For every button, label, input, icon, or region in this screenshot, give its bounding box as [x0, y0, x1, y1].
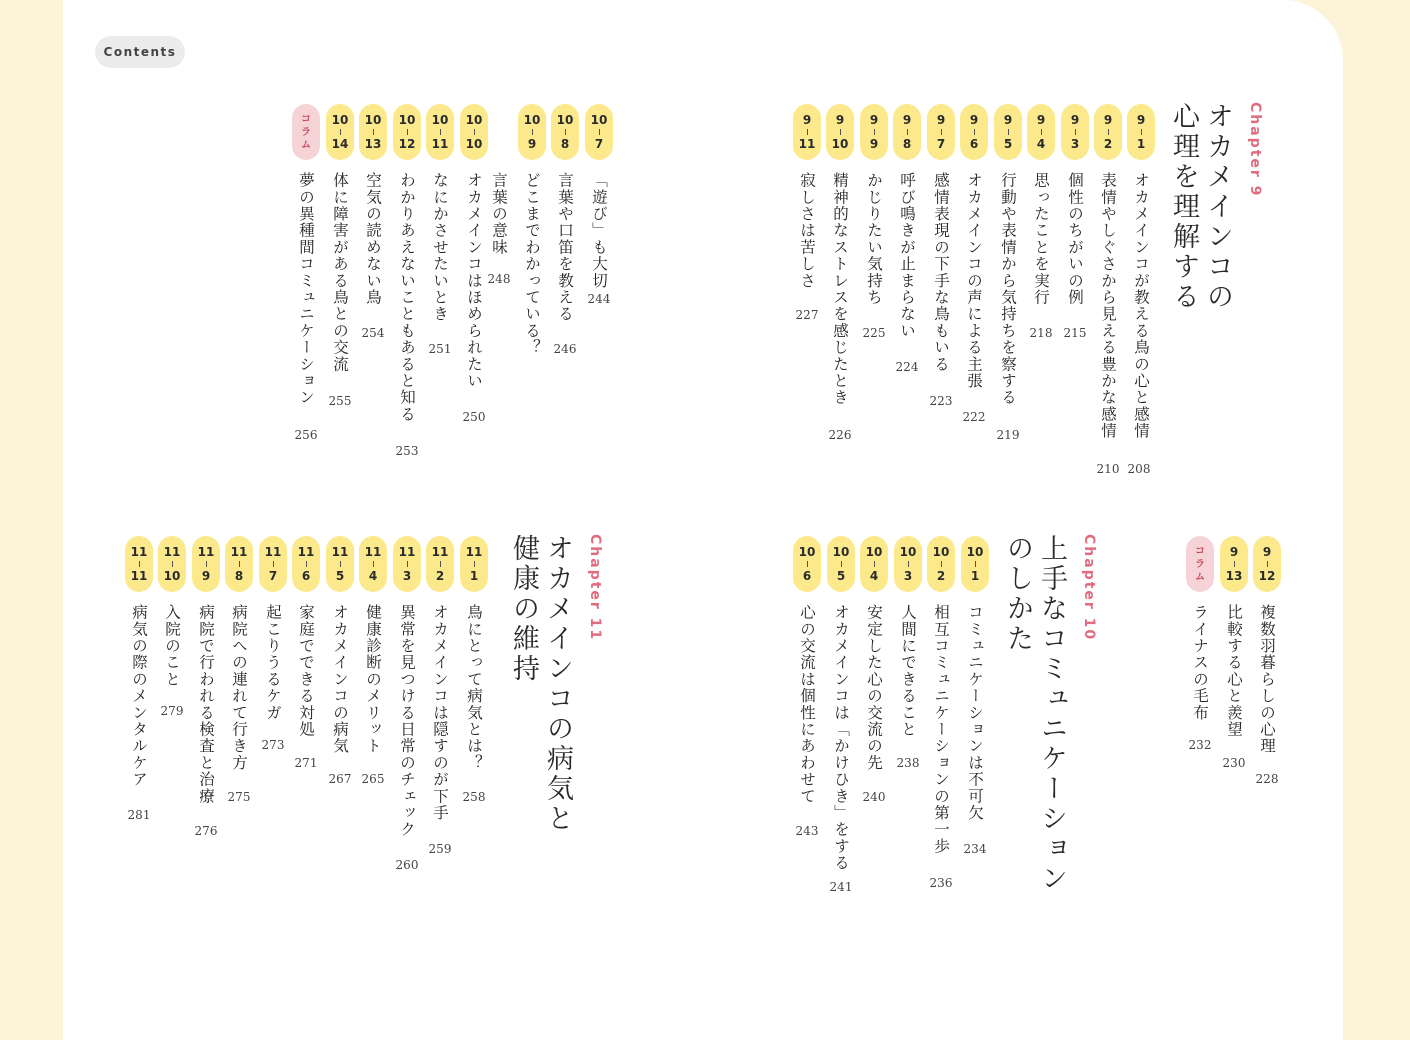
page-number: 246	[553, 342, 577, 356]
section-number-badge: 11 11	[125, 536, 153, 592]
section-number-badge: 10 3	[894, 536, 922, 592]
page-number: 273	[261, 738, 285, 752]
chapter-9-heading	[1168, 102, 1263, 362]
section-number-badge: 10 13	[359, 104, 387, 160]
entry-title: オカメインコは隠すのが下手	[431, 604, 449, 822]
entry-title: 異常を見つける日常のチェック	[398, 604, 416, 838]
section-number-badge: 10 4	[860, 536, 888, 592]
entry-title: 相互コミュニケーションの第一歩	[932, 604, 950, 855]
section-number-badge: 9 9	[860, 104, 888, 160]
section-number-badge: 9 7	[927, 104, 955, 160]
page-number: 281	[127, 808, 151, 822]
section-number-badge: 10 8	[551, 104, 579, 160]
page-number: 267	[328, 772, 352, 786]
chapter-label: Chapter 11	[587, 534, 603, 642]
section-number-badge: 10 1	[961, 536, 989, 592]
entry-title: 病院への連れて行き方	[230, 604, 248, 771]
section-number-badge: 9 10	[826, 104, 854, 160]
section-number-badge: 11 4	[359, 536, 387, 592]
page-number: 250	[462, 410, 486, 424]
page-number: 271	[294, 756, 318, 770]
chapter-title-line: オカメインコの病気と	[542, 534, 573, 834]
entry-title: 安定した心の交流の先	[865, 604, 883, 771]
page-area	[63, 0, 1343, 1040]
section-number-badge: 10 9	[518, 104, 546, 160]
entry-title: 空気の読めない鳥	[364, 172, 382, 306]
entry-title: オカメインコはほめられたい	[465, 172, 483, 390]
entry-title: なにかさせたいとき	[431, 172, 449, 323]
page-number: 218	[1029, 326, 1053, 340]
entry-title-line-2: 言葉の意味	[490, 172, 508, 256]
section-number-badge: 10 14	[326, 104, 354, 160]
page-number: 224	[895, 360, 919, 374]
entry-title: 寂しさは苦しさ	[798, 172, 816, 289]
page-number: 259	[428, 842, 452, 856]
page-number: 254	[361, 326, 385, 340]
page-number: 279	[160, 704, 184, 718]
entry-title: 精神的なストレスを感じたとき	[831, 172, 849, 406]
entry-title: 病院で行われる検査と治療	[197, 604, 215, 805]
page-number: 255	[328, 394, 352, 408]
entry-title: 起こりうるケガ	[264, 604, 282, 721]
entry-title: 鳥にとって病気とは？	[465, 604, 483, 771]
chapter-title-line: 心理を理解する	[1168, 102, 1199, 312]
section-number-badge: 11 6	[292, 536, 320, 592]
page-number: 225	[862, 326, 886, 340]
column-badge: コ ラ ム	[1186, 536, 1214, 592]
page-number: 241	[829, 880, 853, 894]
section-number-badge: 9 2	[1094, 104, 1122, 160]
section-number-badge: 11 8	[225, 536, 253, 592]
entry-title: 夢の異種間コミュニケーション	[297, 172, 315, 406]
entry-title: 心の交流は個性にあわせて	[798, 604, 816, 805]
entry-title: 入院のこと	[163, 604, 181, 688]
section-number-badge: 9 4	[1027, 104, 1055, 160]
section-number-badge: 10 2	[927, 536, 955, 592]
entry-title: オカメインコは「かけひき」をする	[832, 604, 850, 872]
entry-title: 行動や表情から気持ちを察する	[999, 172, 1017, 406]
page-number: 219	[996, 428, 1020, 442]
page-number: 232	[1188, 738, 1212, 752]
entry-title: どこまでわかっている？	[523, 172, 541, 356]
section-number-badge: 9 8	[893, 104, 921, 160]
page-number: 227	[795, 308, 819, 322]
section-number-badge: 11 10	[158, 536, 186, 592]
entry-title: かじりたい気持ち	[865, 172, 883, 306]
entry-title: 比較する心と羨望	[1225, 604, 1243, 738]
section-number-badge: 9 6	[960, 104, 988, 160]
entry-title: 「遊び」も大切	[590, 172, 608, 289]
section-number-badge: 10 11	[426, 104, 454, 160]
section-number-badge: 11 2	[426, 536, 454, 592]
page-number: 208	[1127, 462, 1151, 476]
entry-title: わかりあえないこともあると知る	[398, 172, 416, 423]
page-number: 234	[963, 842, 987, 856]
entry-title: 複数羽暮らしの心理	[1258, 604, 1276, 755]
section-number-badge: 10 7	[585, 104, 613, 160]
page-number: 240	[862, 790, 886, 804]
section-number-badge: 11 9	[192, 536, 220, 592]
page-number: 256	[294, 428, 318, 442]
entry-title: 人間にできること	[899, 604, 917, 738]
entry-title: コミュニケーションは不可欠	[966, 604, 984, 822]
chapter-10-heading	[1002, 534, 1097, 894]
page-number: 226	[828, 428, 852, 442]
entry-title: オカメインコの病気	[331, 604, 349, 755]
page-number: 222	[962, 410, 986, 424]
section-number-badge: 11 3	[393, 536, 421, 592]
chapter-label: Chapter 10	[1081, 534, 1097, 642]
column-badge: コ ラ ム	[292, 104, 320, 160]
page-number: 244	[587, 292, 611, 306]
page-number: 215	[1063, 326, 1087, 340]
entry-title: 家庭でできる対処	[297, 604, 315, 738]
page-number: 248	[487, 272, 511, 286]
section-number-badge: 11 7	[259, 536, 287, 592]
entry-title: ライナスの毛布	[1191, 604, 1209, 721]
section-number-badge: 10 5	[827, 536, 855, 592]
entry-title: 体に障害がある鳥との交流	[331, 172, 349, 373]
page-number: 243	[795, 824, 819, 838]
chapter-label: Chapter 9	[1247, 102, 1263, 198]
section-number-badge: 11 5	[326, 536, 354, 592]
section-number-badge: 9 11	[793, 104, 821, 160]
page-number: 228	[1255, 772, 1279, 786]
entry-title: 健康診断のメリット	[364, 604, 382, 755]
section-number-badge: 9 12	[1253, 536, 1281, 592]
page-number: 258	[462, 790, 486, 804]
section-number-badge: 9 5	[994, 104, 1022, 160]
section-number-badge: 10 6	[793, 536, 821, 592]
section-number-badge: 11 1	[460, 536, 488, 592]
page-number: 210	[1096, 462, 1120, 476]
page-number: 230	[1222, 756, 1246, 770]
page-number: 236	[929, 876, 953, 890]
page-number: 275	[227, 790, 251, 804]
chapter-title-line: のしかた	[1002, 534, 1033, 654]
entry-title: 個性のちがいの例	[1066, 172, 1084, 306]
entry-title: オカメインコが教える鳥の心と感情	[1132, 172, 1150, 440]
page-number: 238	[896, 756, 920, 770]
chapter-title-line: 健康の維持	[508, 534, 539, 684]
entry-title: 言葉や口笛を教える	[556, 172, 574, 323]
entry-title: 表情やしぐさから見える豊かな感情	[1099, 172, 1117, 440]
page-number: 265	[361, 772, 385, 786]
page-number: 223	[929, 394, 953, 408]
entry-title: 思ったことを実行	[1032, 172, 1050, 306]
section-number-badge: 9 3	[1061, 104, 1089, 160]
chapter-title-line: オカメインコの	[1202, 102, 1233, 312]
page-number: 253	[395, 444, 419, 458]
section-number-badge: 9 1	[1127, 104, 1155, 160]
page-number: 251	[428, 342, 452, 356]
section-number-badge: 9 13	[1220, 536, 1248, 592]
section-number-badge: 10 12	[393, 104, 421, 160]
entry-title: 呼び鳴きが止まらない	[898, 172, 916, 339]
page-number: 260	[395, 858, 419, 872]
page-number: 276	[194, 824, 218, 838]
chapter-title-line: 上手なコミュニケーション	[1036, 534, 1067, 894]
entry-title: 感情表現の下手な鳥もいる	[932, 172, 950, 373]
contents-badge: Contents	[95, 36, 185, 68]
entry-title: オカメインコの声による主張	[965, 172, 983, 390]
entry-title: 病気の際のメンタルケア	[130, 604, 148, 788]
section-number-badge: 10 10	[460, 104, 488, 160]
chapter-11-heading	[508, 534, 603, 834]
